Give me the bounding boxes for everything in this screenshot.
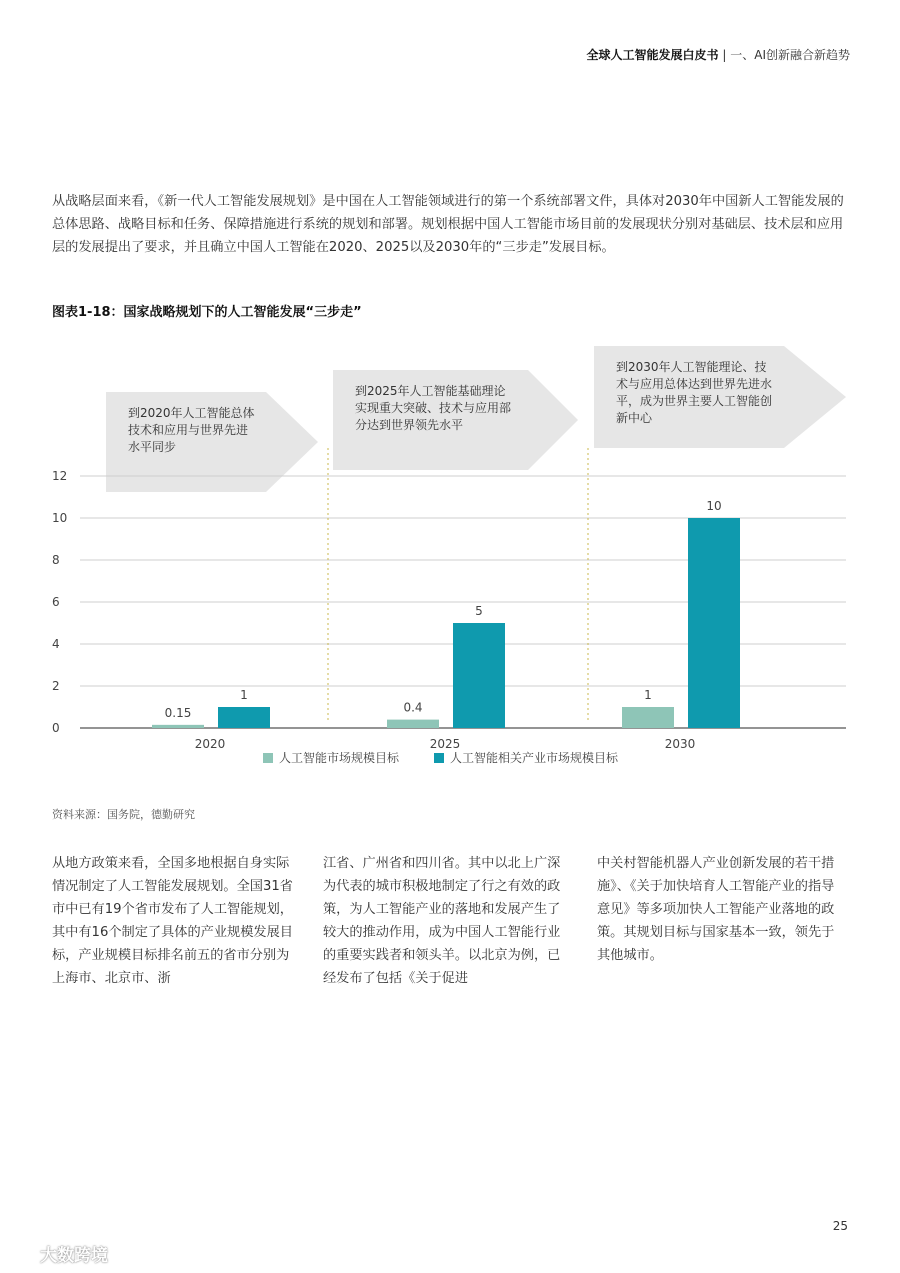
bar-value-label: 5 [475, 604, 483, 618]
y-tick-label: 10 [52, 511, 68, 525]
y-tick-label: 0 [52, 721, 60, 735]
header-doc-title: 全球人工智能发展白皮书 [586, 48, 719, 62]
page-number: 25 [832, 1219, 848, 1233]
header-section: 一、AI创新融合新趋势 [730, 48, 850, 62]
figure-source: 资料来源：国务院，德勤研究 [52, 808, 195, 821]
legend-label-market: 人工智能市场规模目标 [279, 751, 400, 765]
y-tick-label: 4 [52, 637, 60, 651]
step-text-1: 技术和应用与世界先进 [128, 423, 249, 437]
watermark-text: 大数跨境 [40, 1246, 108, 1266]
watermark-logo-icon [6, 1248, 36, 1264]
bar-value-label: 0.4 [403, 700, 423, 715]
bar-related-industry [688, 518, 740, 728]
header-separator: | [722, 48, 727, 62]
legend-label-related-industry: 人工智能相关产业市场规模目标 [450, 751, 619, 765]
bar-market [387, 720, 439, 728]
step-text-3: 术与应用总体达到世界先进水 [616, 377, 773, 391]
body-column-2: 江省、广州省和四川省。其中以北上广深为代表的城市积极地制定了行之有效的政策，为人工智能产业的落地和发展产生了较大的推动作用，成为中国人工智能行业的重要实践者和领头羊。以北京为例，已经发布了包括《关于促进 [323, 856, 561, 986]
bar-value-label: 10 [706, 499, 722, 513]
x-tick-label: 2020 [194, 737, 226, 751]
bar-value-label: 1 [240, 688, 248, 702]
step-text-3: 到2030年人工智能理论、技 [616, 360, 767, 374]
step-text-1: 水平同步 [128, 440, 177, 454]
y-tick-label: 8 [52, 553, 60, 567]
intro-paragraph: 从战略层面来看，《新一代人工智能发展规划》是中国在人工智能领域进行的第一个系统部署文件，具体对2030年中国新人工智能发展的总体思路、战略目标和任务、保障措施进行系统的规划和部署。规划根据中国人工智能市场目前的发展现状分别对基础层、技术层和应用层的发展提出了要求，并且确立中国人工智能在2020、2025以及2030年的“三步走”发展目标。 [52, 194, 844, 255]
body-column-1: 从地方政策来看，全国多地根据自身实际情况制定了人工智能发展规划。全国31省市中已有19个省市发布了人工智能规划，其中有16个制定了具体的产业规模发展目标，产业规模目标排名前五的省市分别为上海市、北京市、浙 [52, 856, 293, 986]
bar-market [152, 725, 204, 728]
y-tick-label: 2 [52, 679, 60, 693]
bar-related-industry [218, 707, 270, 728]
step-text-3: 平，成为世界主要人工智能创 [616, 394, 773, 408]
figure-title: 图表1-18：国家战略规划下的人工智能发展“三步走” [52, 305, 362, 320]
y-tick-label: 12 [52, 469, 68, 483]
x-tick-label: 2025 [429, 737, 461, 751]
body-column-3: 中关村智能机器人产业创新发展的若干措施》、《关于加快培育人工智能产业的指导意见》等多项加快人工智能产业落地的政策。其规划目标与国家基本一致，领先于其他城市。 [597, 856, 835, 963]
step-text-2: 分达到世界领先水平 [355, 418, 464, 432]
watermark [6, 1241, 108, 1266]
bar-market [622, 707, 674, 728]
bar-value-label: 0.15 [164, 705, 192, 720]
step-text-1: 到2020年人工智能总体 [128, 406, 255, 420]
x-tick-label: 2030 [664, 737, 696, 751]
legend-swatch-market [263, 753, 273, 763]
bar-value-label: 1 [644, 688, 652, 702]
step-text-3: 新中心 [616, 411, 653, 425]
step-text-2: 到2025年人工智能基础理论 [355, 384, 506, 398]
running-header [587, 46, 850, 63]
legend-swatch-related-industry [434, 753, 444, 763]
y-tick-label: 6 [52, 595, 60, 609]
three-step-chart [0, 330, 900, 790]
step-text-2: 实现重大突破、技术与应用部 [355, 401, 512, 415]
bar-related-industry [453, 623, 505, 728]
